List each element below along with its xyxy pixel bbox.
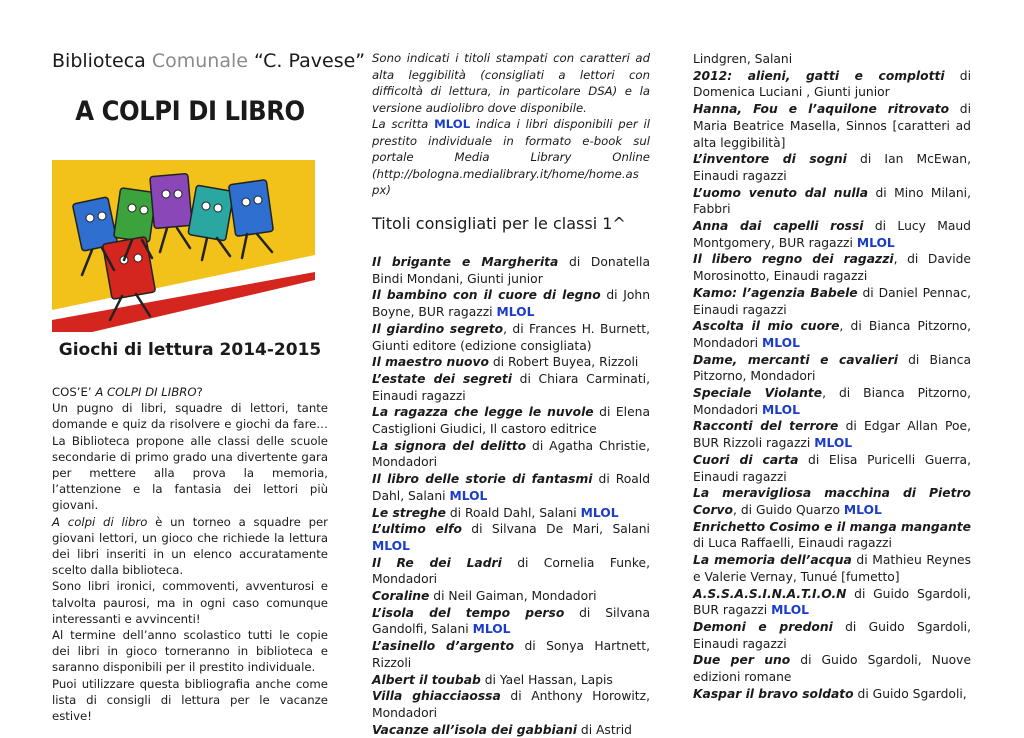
book-entry <box>693 586 971 619</box>
book-entry <box>372 605 650 638</box>
book-details: di Sonya Hartnett, Rizzoli <box>372 639 650 670</box>
mlol-badge: MLOL <box>771 603 809 618</box>
note-mlol: MLOL <box>434 117 471 131</box>
note-line-1: Sono indicati i titoli stampati con caratteri ad alta leggibilità (consigliati a lettori con difficoltà di lettura, in particolare DSA) e la versione audiolibro dove disponibile. <box>372 51 650 115</box>
book-title: L’inventore di sogni <box>693 152 847 167</box>
book-entry <box>693 218 971 251</box>
book-entry <box>693 51 971 68</box>
book-details: , di Bianca Pitzorno, Mondadori <box>693 386 971 417</box>
book-details: di Silvana De Mari, Salani <box>461 522 650 537</box>
mlol-badge: MLOL <box>856 235 895 250</box>
intro-p2-title: A colpi di libro <box>52 514 148 529</box>
book-title: L’isola del tempo perso <box>372 605 565 620</box>
book-details: , di Guido Quarzo <box>733 502 844 517</box>
mlol-badge: MLOL <box>449 488 488 503</box>
book-title: Demoni e predoni <box>693 619 833 634</box>
book-entry <box>693 352 971 385</box>
book-entry <box>372 588 650 605</box>
book-entry <box>372 254 650 287</box>
book-details: di Yael Hassan, Lapis <box>480 672 613 687</box>
book-title: Il libro delle storie di fantasmi <box>372 472 593 487</box>
library-name-part1: Biblioteca <box>52 50 146 72</box>
intro-paragraph-4: Al termine dell’anno scolastico tutti le copie dei libri in gioco torneranno in biblioteca e saranno disponibili per il prestito individuale. <box>52 628 328 675</box>
book-title: L’uomo venuto dal nulla <box>693 185 869 200</box>
book-title: Speciale Violante <box>693 386 823 401</box>
mlol-badge: MLOL <box>761 335 800 350</box>
book-details: di Edgar Allan Poe, BUR Rizzoli ragazzi <box>693 419 971 451</box>
book-details: di Neil Gaiman, Mondadori <box>429 589 597 604</box>
book-title: La ragazza che legge le nuvole <box>372 405 594 420</box>
book-title: Albert il toubab <box>372 672 481 687</box>
book-entry <box>372 672 650 689</box>
book-entry <box>693 552 971 585</box>
book-title: Vacanze all’isola dei gabbiani <box>372 722 577 737</box>
book-title: Cuori di carta <box>693 452 799 467</box>
book-entry <box>693 519 971 552</box>
book-entry <box>693 385 971 418</box>
book-details: di Luca Raffaelli, Einaudi ragazzi <box>693 536 892 551</box>
book-details: di Guido Sgardoli, Nuove edizioni romane <box>693 653 972 685</box>
intro-heading-a: COS’E’ <box>52 385 96 399</box>
book-title: Due per uno <box>693 653 791 668</box>
book-title: Racconti del terrore <box>693 419 839 434</box>
book-title: Kaspar il bravo soldato <box>693 686 854 701</box>
book-entry <box>693 185 971 218</box>
mlol-badge: MLOL <box>496 305 535 320</box>
book-entry <box>693 452 971 485</box>
subtitle: Giochi di lettura 2014-2015 <box>58 340 322 360</box>
book-title: Il maestro nuovo <box>372 355 489 370</box>
book-details: di Maria Beatrice Masella, Sinnos [caratteri ad alta leggibilità] <box>693 102 971 150</box>
book-details: di Mino Milani, Fabbri <box>693 185 971 217</box>
book-entry <box>372 505 650 522</box>
book-details: , di Davide Morosinotto, Einaudi ragazzi <box>693 252 971 284</box>
book-details: di Silvana Gandolfi, Salani <box>372 605 650 637</box>
book-details: di Guido Sgardoli, <box>853 686 967 701</box>
book-details: di Agatha Christie, Mondadori <box>372 438 650 470</box>
note-line-2a: La scritta <box>372 117 435 131</box>
book-entry <box>372 722 650 738</box>
book-entry <box>693 686 971 703</box>
book-details: di Chiara Carminati, Einaudi ragazzi <box>372 371 650 403</box>
book-entry <box>693 485 971 518</box>
book-title: L’estate dei segreti <box>372 371 512 386</box>
book-title: La signora del delitto <box>372 438 527 453</box>
book-details: , di Frances H. Burnett, Giunti editore (edizione consigliata) <box>372 321 650 353</box>
book-details: di Domenica Luciani , Giunti junior <box>693 68 971 100</box>
book-entry <box>693 285 971 318</box>
book-entry <box>372 521 650 554</box>
mlol-badge: MLOL <box>814 436 853 451</box>
book-entry <box>693 652 971 685</box>
library-name <box>52 50 365 72</box>
book-details: di Guido Sgardoli, BUR ragazzi <box>693 586 971 618</box>
mlol-badge: MLOL <box>843 502 882 517</box>
book-entry <box>372 471 650 504</box>
book-details: di Roald Dahl, Salani <box>372 472 651 503</box>
book-title: Il bambino con il cuore di legno <box>372 288 601 303</box>
book-details: , di Bianca Pitzorno, Mondadori <box>693 319 971 350</box>
book-details: di Cornelia Funke, Mondadori <box>372 555 650 587</box>
book-entry <box>372 438 650 471</box>
book-title: 2012: alieni, gatti e complotti <box>693 68 945 83</box>
book-details: di Roald Dahl, Salani <box>445 505 581 520</box>
mlol-badge: MLOL <box>580 505 619 520</box>
intro-heading-b: A COLPI DI LIBRO <box>95 385 197 399</box>
book-title: Le streghe <box>372 505 446 520</box>
book-title: Dame, mercanti e cavalieri <box>693 352 898 367</box>
library-name-part2: Comunale <box>151 50 248 72</box>
book-entry <box>372 404 650 437</box>
intro-paragraph-2 <box>52 514 328 579</box>
book-title: Il libero regno dei ragazzi <box>693 252 894 267</box>
mlol-badge: MLOL <box>372 538 410 553</box>
book-title: La memoria dell’acqua <box>693 553 852 568</box>
book-details: di Astrid <box>576 722 632 737</box>
book-title: Enrichetto Cosimo e il manga mangante <box>693 519 971 534</box>
intro-paragraph-5: Puoi utilizzare questa bibliografia anche come lista di consigli di lettura per le vacanze estive! <box>52 676 328 724</box>
intro-text <box>52 384 328 724</box>
book-title: Coraline <box>372 589 430 604</box>
book-entry <box>372 555 650 588</box>
book-details: di Lucy Maud Montgomery, BUR ragazzi <box>693 219 971 250</box>
book-details: di Guido Sgardoli, Einaudi ragazzi <box>693 619 972 651</box>
book-title: Anna dai capelli rossi <box>693 219 864 234</box>
book-entry <box>372 688 650 721</box>
book-entry <box>372 321 650 354</box>
note-line-2b: indica i libri disponibili per il prestito individuale in formato e-book sul portale Media Library Online (http://bologna.medialibrary.it/home/home.as px) <box>372 117 650 197</box>
book-title: Il Re dei Ladri <box>372 555 502 570</box>
book-title: Il giardino segreto <box>372 321 504 336</box>
page-title: A COLPI DI LIBRO <box>75 96 305 127</box>
book-list-col3 <box>693 51 971 702</box>
book-title: Ascolta il mio cuore <box>693 319 840 334</box>
book-title: Hanna, Fou e l’aquilone ritrovato <box>693 102 950 117</box>
running-books-illustration <box>52 160 315 332</box>
book-details: di Anthony Horowitz, Mondadori <box>372 689 650 720</box>
legend-note <box>372 50 650 199</box>
book-title: La meravigliosa macchina di Pietro Corvo <box>693 486 971 517</box>
book-entry <box>693 68 971 101</box>
book-title: Villa ghiacciaossa <box>372 689 501 704</box>
book-details: di Elena Castiglioni Giudici, Il castoro editrice <box>372 405 650 437</box>
book-details: di Bianca Pitzorno, Mondadori <box>693 352 971 384</box>
intro-heading <box>52 384 328 400</box>
book-details: di Mathieu Reynes e Valerie Vernay, Tunué [fumetto] <box>693 553 972 584</box>
book-title: Kamo: l’agenzia Babele <box>693 285 858 300</box>
book-list-col2 <box>372 254 650 738</box>
book-title: L’ultimo elfo <box>372 522 462 537</box>
book-title: A.S.S.A.S.I.N.A.T.I.O.N <box>693 586 847 601</box>
book-entry <box>693 619 971 652</box>
book-details: di Daniel Pennac, Einaudi ragazzi <box>693 285 972 317</box>
book-entry <box>372 638 650 671</box>
intro-p2-rest: è un torneo a squadre per giovani lettori, un gioco che richiede la lettura dei libri inseriti in un elenco accuratamente scelto dalla biblioteca. <box>52 514 328 578</box>
book-details: di Elisa Puricelli Guerra, Einaudi ragazzi <box>693 452 971 484</box>
library-name-part3: “C. Pavese” <box>254 50 366 72</box>
book-entry <box>693 251 971 284</box>
book-details: di Donatella Bindi Mondani, Giunti junior <box>372 255 650 286</box>
book-details: Lindgren, Salani <box>693 52 793 66</box>
book-entry <box>372 371 650 404</box>
book-entry <box>693 318 971 351</box>
intro-heading-c: ? <box>196 385 203 399</box>
book-details: di John Boyne, BUR ragazzi <box>372 288 650 320</box>
book-title: Il brigante e Margherita <box>372 255 559 269</box>
book-details: di Ian McEwan, Einaudi ragazzi <box>693 152 971 183</box>
mlol-badge: MLOL <box>761 402 800 417</box>
mlol-badge: MLOL <box>472 622 511 637</box>
book-title: L’asinello d’argento <box>372 639 515 654</box>
book-entry <box>693 151 971 184</box>
book-entry <box>372 287 650 320</box>
intro-paragraph-1: Un pugno di libri, squadre di lettori, tante domande e quiz da risolvere e giochi da fare… La Biblioteca propone alle classi delle scuole secondarie di primo grado una divertente gara per mettere alla prova la memoria, l’attenzione e la fantasia dei lettori più giovani. <box>52 401 328 513</box>
intro-paragraph-3: Sono libri ironici, commoventi, avventurosi e talvolta paurosi, ma in ogni caso comunque interessanti e avvincenti! <box>52 579 328 626</box>
book-entry <box>693 101 971 151</box>
book-entry <box>372 354 650 371</box>
book-details: di Robert Buyea, Rizzoli <box>488 355 639 370</box>
section-title: Titoli consigliati per le classi 1^ <box>372 214 626 233</box>
book-entry <box>693 418 971 451</box>
